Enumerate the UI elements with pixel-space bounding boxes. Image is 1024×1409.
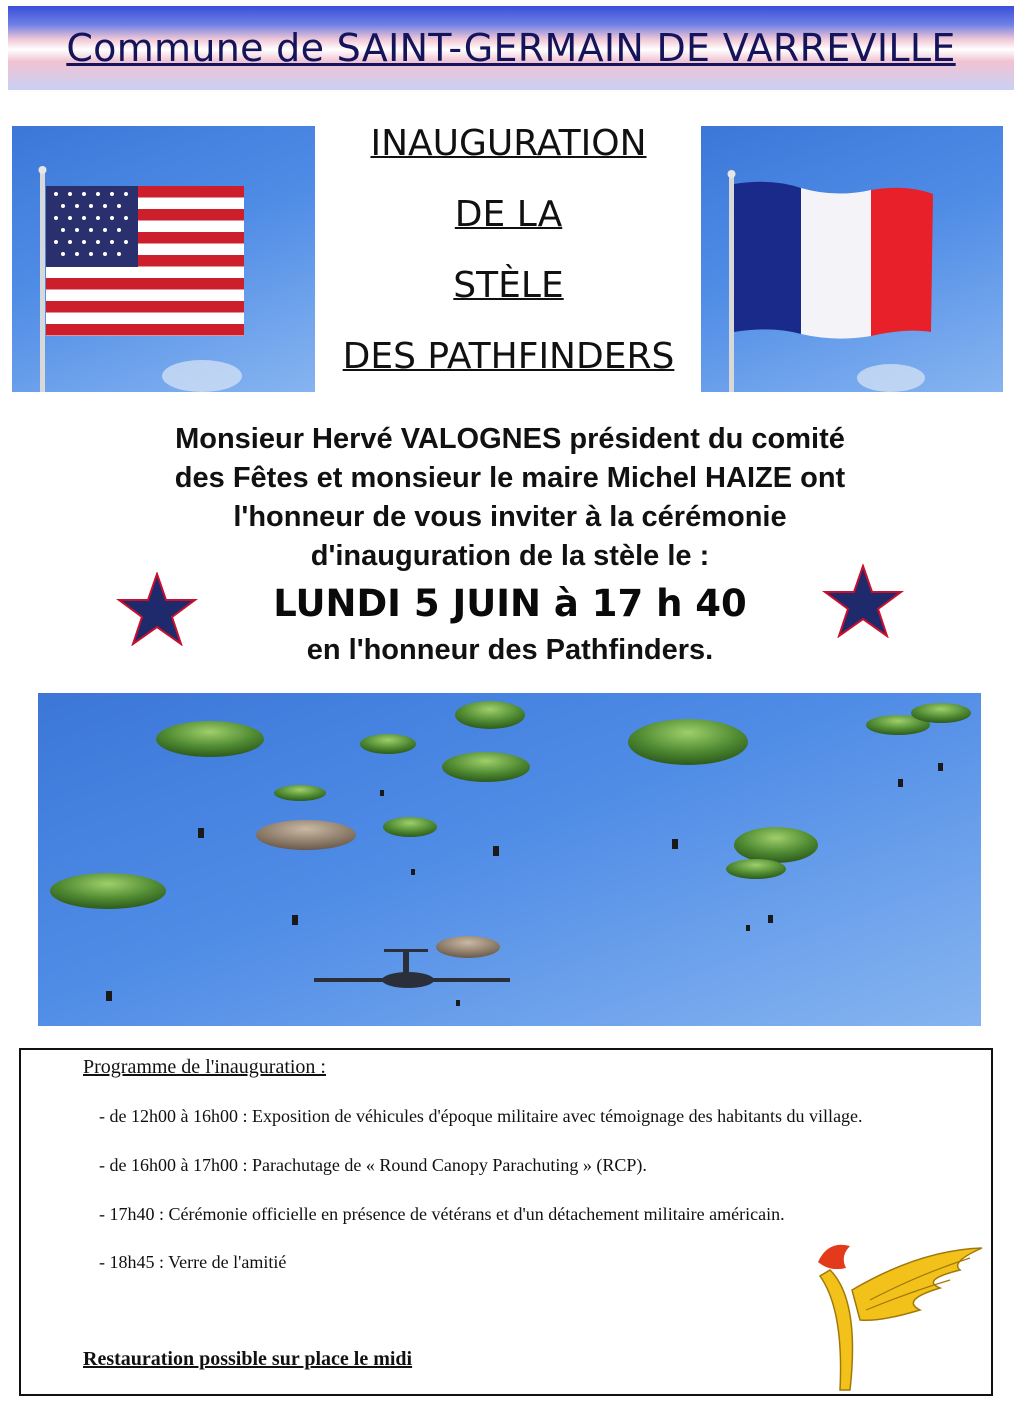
french-flag-icon	[701, 126, 1003, 392]
parachute-photo	[38, 693, 981, 1026]
programme-item: - 17h40 : Cérémonie officielle en présence de vétérans et d'un détachement militaire américain.	[99, 1204, 785, 1224]
us-flag-photo	[12, 126, 315, 392]
french-flag-photo	[701, 126, 1003, 392]
parachutes-illustration	[38, 693, 981, 1026]
inauguration-title	[316, 118, 701, 402]
programme-item: - de 16h00 à 17h00 : Parachutage de « Round Canopy Parachuting » (RCP).	[99, 1155, 647, 1175]
parachute-canopies	[50, 701, 971, 958]
header-banner	[8, 6, 1014, 90]
catering-note: Restauration possible sur place le midi	[83, 1348, 413, 1370]
programme-item: - 18h45 : Verre de l'amitié	[99, 1252, 287, 1272]
title-line-1: INAUGURATION	[370, 123, 647, 164]
honour-text: en l'honneur des Pathfinders.	[306, 634, 714, 666]
event-date: LUNDI 5 JUIN à 17 h 40	[273, 582, 747, 625]
star-icon-right	[822, 564, 904, 638]
invitation-line-4: d'inauguration de la stèle le :	[310, 540, 710, 572]
pathfinder-insignia-icon	[800, 1240, 985, 1392]
us-flag-icon	[12, 126, 315, 392]
invitation-text	[100, 420, 920, 576]
commune-title: Commune de SAINT-GERMAIN DE VARREVILLE	[66, 26, 956, 70]
title-line-2: DE LA	[454, 194, 563, 235]
title-line-4: DES PATHFINDERS	[342, 336, 675, 377]
title-line-3: STÈLE	[453, 265, 564, 306]
paratroopers	[106, 763, 943, 1006]
programme-item: - de 12h00 à 16h00 : Exposition de véhicules d'époque militaire avec témoignage des habitants du village.	[99, 1106, 863, 1126]
programme-title: Programme de l'inauguration :	[83, 1056, 326, 1078]
invitation-line-2: des Fêtes et monsieur le maire Michel HAIZE ont	[174, 462, 846, 494]
invitation-line-3: l'honneur de vous inviter à la cérémonie	[233, 501, 787, 533]
invitation-line-1: Monsieur Hervé VALOGNES président du comité	[175, 423, 845, 455]
